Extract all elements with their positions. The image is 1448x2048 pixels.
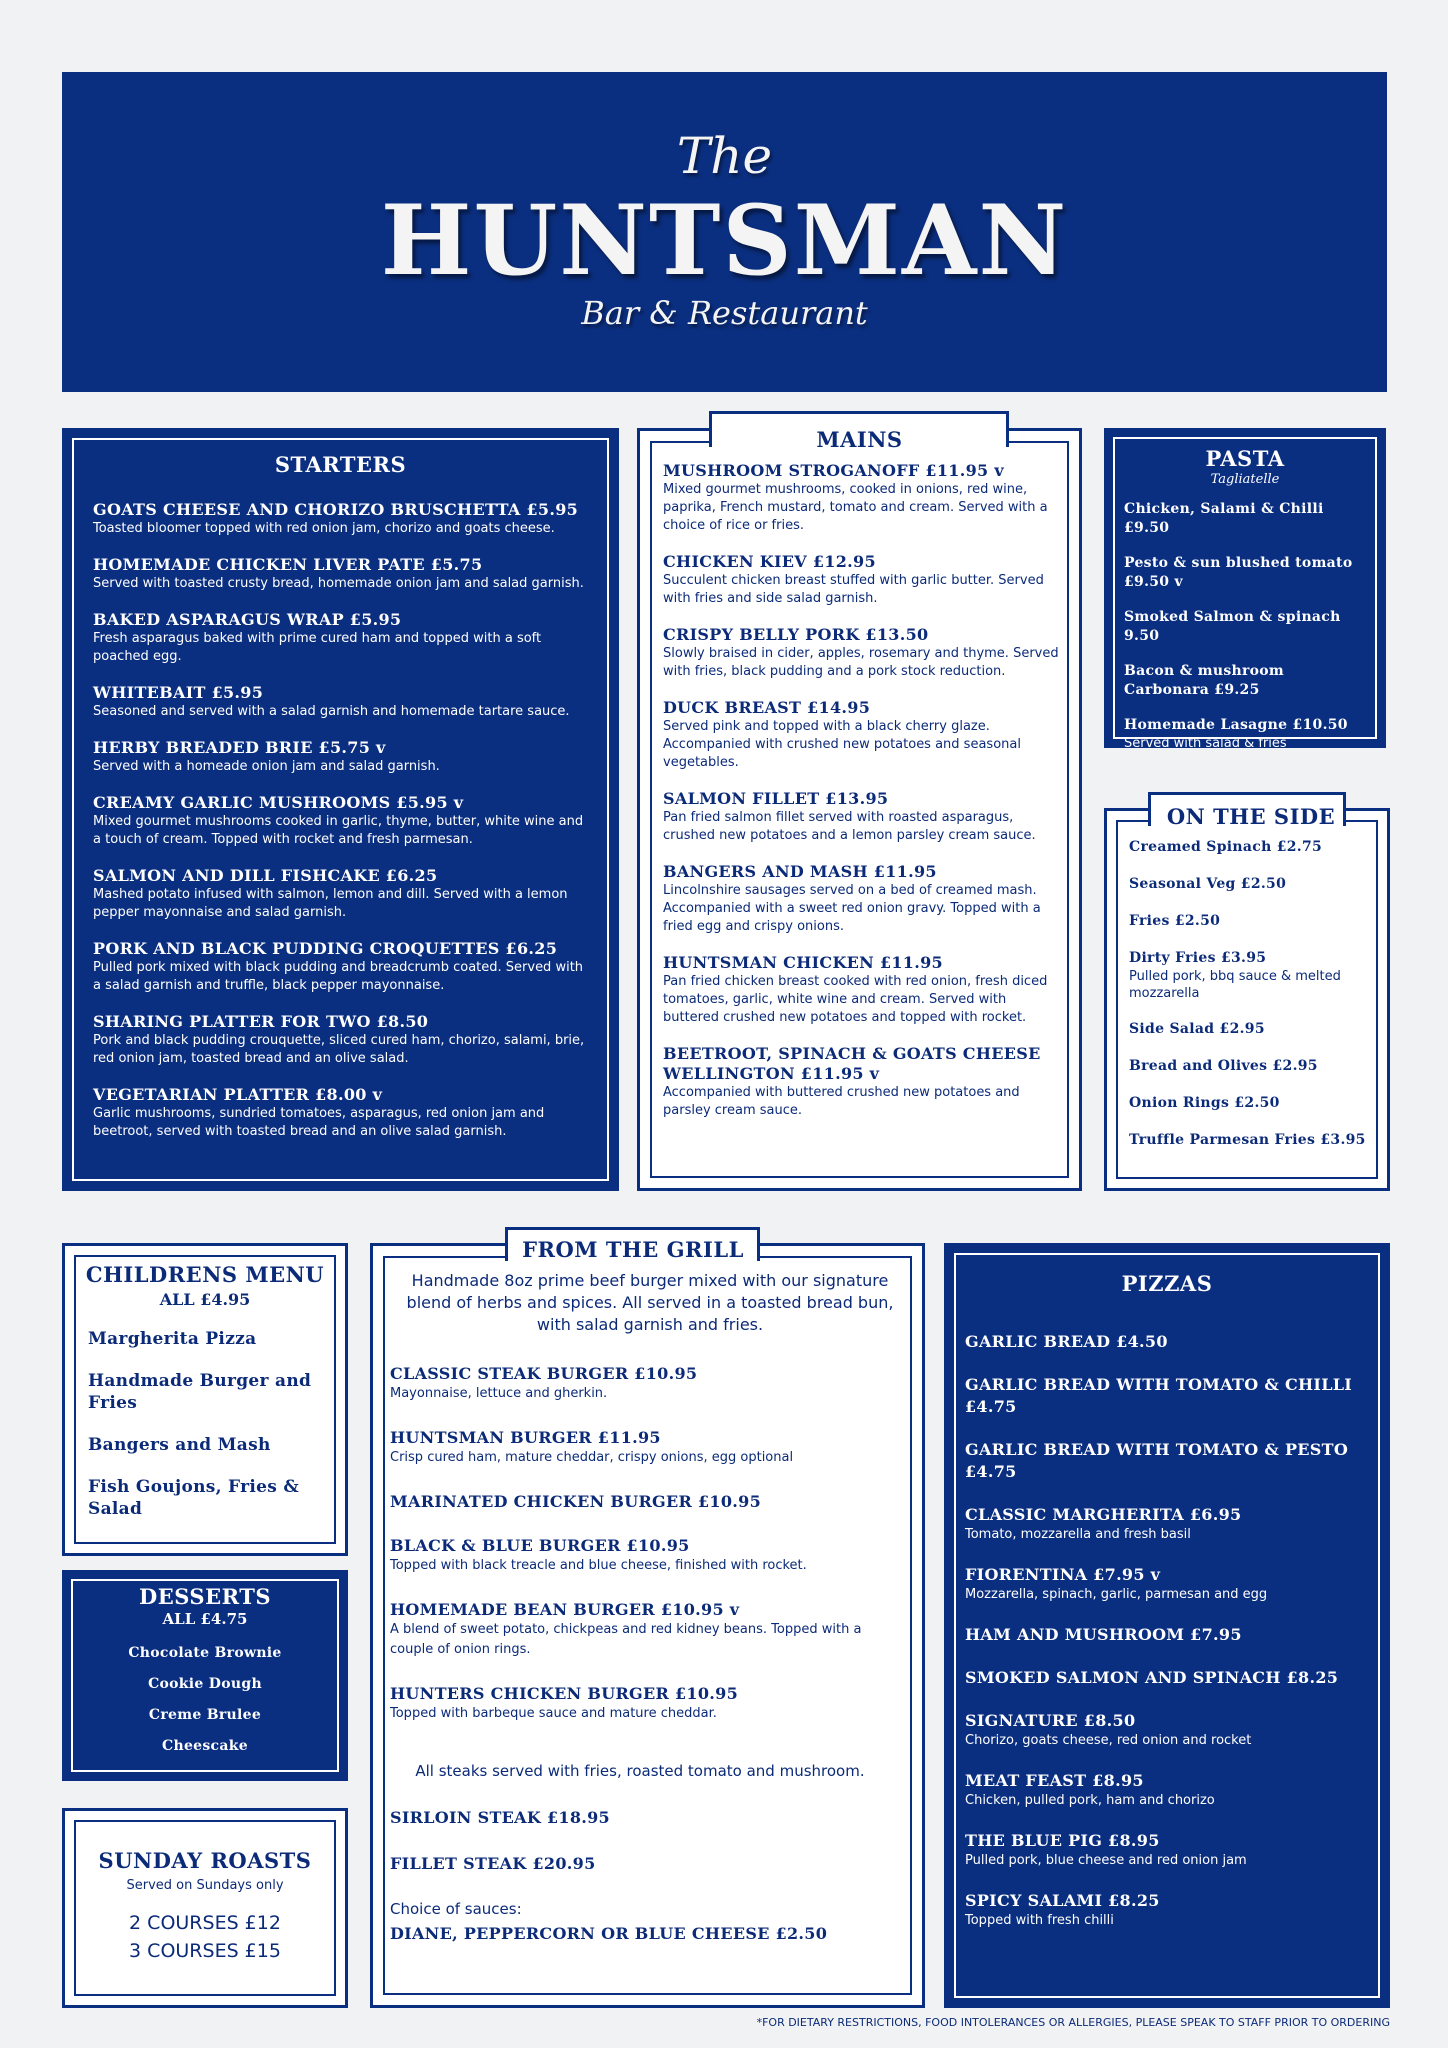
- roasts-title: SUNDAY ROASTS: [98, 1848, 312, 1873]
- pasta-title: PASTA: [1205, 446, 1285, 471]
- pizza-item-name: GARLIC BREAD £4.50: [965, 1332, 1168, 1351]
- pizza-item-name: MEAT FEAST £8.95: [965, 1771, 1144, 1790]
- childrens-item-name: Fish Goujons, Fries & Salad: [88, 1477, 299, 1519]
- childrens-item: [88, 1370, 318, 1414]
- starter-item: [93, 939, 593, 995]
- desserts-list: [62, 1644, 348, 1768]
- starter-item: [93, 793, 593, 849]
- starter-item-name: WHITEBAIT £5.95: [93, 683, 264, 702]
- pizza-item-name: FIORENTINA £7.95 v: [965, 1565, 1161, 1584]
- main-item-description: Served pink and topped with a black cherry glaze. Accompanied with crushed new potatoes and seasonal vegetables.: [663, 719, 1021, 770]
- childrens-item: [88, 1328, 318, 1350]
- main-item-name: DUCK BREAST £14.95: [663, 698, 871, 717]
- grill-item: [390, 1684, 890, 1724]
- childrens-title: CHILDRENS MENU: [85, 1262, 325, 1287]
- pasta-item-description: Served with salad & fries: [1124, 736, 1287, 751]
- starter-item-name: SALMON AND DILL FISHCAKE £6.25: [93, 866, 438, 885]
- pasta-list: [1124, 500, 1374, 769]
- menu-header: [62, 72, 1387, 392]
- pizza-item-name: SMOKED SALMON AND SPINACH £8.25: [965, 1668, 1339, 1687]
- grill-item-name: MARINATED CHICKEN BURGER £10.95: [390, 1492, 762, 1511]
- dessert-item: [62, 1737, 348, 1755]
- starter-item-name: VEGETARIAN PLATTER £8.00 v: [93, 1085, 383, 1104]
- dessert-item: [62, 1675, 348, 1693]
- pasta-subtitle: Tagliatelle: [1210, 472, 1280, 487]
- dessert-item: [62, 1706, 348, 1724]
- steak-item: SIRLOIN STEAK £18.95: [390, 1808, 610, 1827]
- pizza-item: [965, 1890, 1365, 1929]
- pizza-item: [965, 1770, 1365, 1809]
- starter-item-name: GOATS CHEESE AND CHORIZO BRUSCHETTA £5.95: [93, 500, 579, 519]
- pizzas-title: PIZZAS: [1121, 1271, 1213, 1296]
- mains-title: MAINS: [816, 427, 903, 452]
- grill-item: [390, 1364, 890, 1404]
- pizza-item-description: Chorizo, goats cheese, red onion and rocket: [965, 1733, 1252, 1748]
- grill-item-name: HOMEMADE BEAN BURGER £10.95 v: [390, 1600, 740, 1619]
- pasta-item-name: Pesto & sun blushed tomato £9.50 v: [1124, 555, 1353, 590]
- starter-item-description: Toasted bloomer topped with red onion jam, chorizo and goats cheese.: [93, 521, 555, 536]
- main-item-name: CHICKEN KIEV £12.95: [663, 552, 876, 571]
- main-item: [663, 862, 1063, 936]
- grill-item: [390, 1600, 890, 1660]
- pizza-item-name: CLASSIC MARGHERITA £6.95: [965, 1505, 1242, 1524]
- grill-item-name: HUNTSMAN BURGER £11.95: [390, 1428, 661, 1447]
- desserts-title: DESSERTS: [139, 1584, 271, 1609]
- pizza-item: [965, 1624, 1365, 1646]
- childrens-panel: [62, 1243, 348, 1556]
- side-item: [1129, 949, 1379, 1002]
- dietary-footnote: *FOR DIETARY RESTRICTIONS, FOOD INTOLERANCES OR ALLERGIES, PLEASE SPEAK TO STAFF PRIOR TO ORDERING: [756, 2016, 1390, 2029]
- main-item: [663, 552, 1063, 608]
- pizza-item: [965, 1710, 1365, 1749]
- main-item-name: BANGERS AND MASH £11.95: [663, 862, 937, 881]
- starter-item-description: Seasoned and served with a salad garnish and homemade tartare sauce.: [93, 704, 570, 719]
- side-item-name: Side Salad £2.95: [1129, 1021, 1265, 1037]
- main-item-name: CRISPY BELLY PORK £13.50: [663, 625, 929, 644]
- side-item-name: Truffle Parmesan Fries £3.95: [1129, 1132, 1366, 1148]
- starters-title: STARTERS: [274, 452, 407, 477]
- childrens-item-name: Bangers and Mash: [88, 1435, 271, 1455]
- main-item: [663, 789, 1063, 845]
- roasts-three-courses: 3 COURSES £15: [129, 1940, 281, 1962]
- starter-item-description: Pulled pork mixed with black pudding and breadcrumb coated. Served with a salad garnish and truffle, black pepper mayonnaise.: [93, 960, 584, 993]
- roasts-prices: [65, 1909, 345, 1965]
- starter-item-description: Served with toasted crusty bread, homemade onion jam and salad garnish.: [93, 576, 584, 591]
- starter-item-description: Mixed gourmet mushrooms cooked in garlic, thyme, butter, white wine and a touch of cream. Topped with rocket and fresh parmesan.: [93, 814, 584, 847]
- main-item-description: Succulent chicken breast stuffed with garlic butter. Served with fries and side salad garnish.: [663, 573, 1044, 606]
- pizza-item-description: Tomato, mozzarella and fresh basil: [965, 1527, 1191, 1542]
- starter-item: [93, 610, 593, 666]
- starter-item-description: Mashed potato infused with salmon, lemon and dill. Served with a lemon pepper mayonnaise and salad garnish.: [93, 887, 568, 920]
- main-item-description: Pan fried salmon fillet served with roasted asparagus, crushed new potatoes and a lemon parsley cream sauce.: [663, 810, 1036, 843]
- desserts-panel: [62, 1570, 348, 1781]
- grill-item-description: Mayonnaise, lettuce and gherkin.: [390, 1386, 608, 1401]
- grill-item: [390, 1428, 890, 1468]
- pizza-item: [965, 1564, 1365, 1603]
- grill-item-name: BLACK & BLUE BURGER £10.95: [390, 1536, 690, 1555]
- pasta-item: [1124, 500, 1374, 538]
- roasts-two-courses: 2 COURSES £12: [129, 1912, 281, 1934]
- starter-item-name: CREAMY GARLIC MUSHROOMS £5.95 v: [93, 793, 464, 812]
- main-item-description: Accompanied with buttered crushed new potatoes and parsley cream sauce.: [663, 1085, 1020, 1118]
- grill-title: FROM THE GRILL: [522, 1237, 744, 1262]
- main-item: [663, 1044, 1063, 1120]
- side-item: [1129, 1057, 1379, 1076]
- starter-item-name: HOMEMADE CHICKEN LIVER PATE £5.75: [93, 555, 483, 574]
- mains-list: [663, 461, 1063, 1137]
- pizza-item-name: GARLIC BREAD WITH TOMATO & CHILLI £4.75: [965, 1375, 1353, 1416]
- side-item-name: Fries £2.50: [1129, 913, 1221, 929]
- restaurant-name: HUNTSMAN: [380, 184, 1069, 297]
- pizza-item-name: SPICY SALAMI £8.25: [965, 1891, 1160, 1910]
- pasta-panel: [1104, 428, 1386, 751]
- childrens-item-name: Handmade Burger and Fries: [88, 1371, 312, 1413]
- starter-item-name: HERBY BREADED BRIE £5.75 v: [93, 738, 386, 757]
- starter-item: [93, 1085, 593, 1141]
- main-item: [663, 698, 1063, 772]
- dessert-item-name: Creme Brulee: [148, 1707, 262, 1723]
- childrens-list: [88, 1328, 318, 1540]
- grill-steaks-note: All steaks served with fries, roasted tomato and mushroom.: [415, 1762, 865, 1780]
- sides-title: ON THE SIDE: [1166, 804, 1336, 829]
- starter-item: [93, 555, 593, 593]
- side-item-name: Dirty Fries £3.95: [1129, 950, 1267, 966]
- starter-item-description: Garlic mushrooms, sundried tomatoes, asparagus, red onion jam and beetroot, served with toasted bread and an olive salad garnish.: [93, 1106, 545, 1139]
- childrens-item: [88, 1476, 318, 1520]
- pizza-item: [965, 1667, 1365, 1689]
- starter-item-name: SHARING PLATTER FOR TWO £8.50: [93, 1012, 429, 1031]
- roasts-subtitle: Served on Sundays only: [126, 1878, 284, 1893]
- pizza-item-description: Chicken, pulled pork, ham and chorizo: [965, 1793, 1215, 1808]
- starter-item: [93, 683, 593, 721]
- pizza-item-description: Mozzarella, spinach, garlic, parmesan and egg: [965, 1587, 1268, 1602]
- main-item-name: HUNTSMAN CHICKEN £11.95: [663, 953, 943, 972]
- sides-list: [1129, 838, 1379, 1168]
- pizza-item-name: GARLIC BREAD WITH TOMATO & PESTO £4.75: [965, 1440, 1349, 1481]
- grill-item-description: A blend of sweet potato, chickpeas and red kidney beans. Topped with a couple of onion rings.: [390, 1622, 862, 1657]
- side-item-name: Bread and Olives £2.95: [1129, 1058, 1318, 1074]
- dessert-item: [62, 1644, 348, 1662]
- starter-item: [93, 866, 593, 922]
- side-item-name: Creamed Spinach £2.75: [1129, 839, 1323, 855]
- dessert-item-name: Chocolate Brownie: [128, 1645, 282, 1661]
- starter-item-description: Pork and black pudding crouquette, sliced cured ham, chorizo, salami, brie, red onion jam, toasted bread and an olive salad.: [93, 1033, 585, 1066]
- steak-item: FILLET STEAK £20.95: [390, 1854, 596, 1873]
- pizza-item: [965, 1830, 1365, 1869]
- header-the: The: [676, 127, 773, 185]
- side-item-description: Pulled pork, bbq sauce & melted mozzarella: [1129, 969, 1341, 1001]
- main-item-name: MUSHROOM STROGANOFF £11.95 v: [663, 461, 1004, 480]
- grill-item-description: Topped with barbeque sauce and mature cheddar.: [390, 1706, 717, 1721]
- pasta-item: [1124, 554, 1374, 592]
- main-item-description: Pan fried chicken breast cooked with red onion, fresh diced tomatoes, garlic, white wine and cream. Served with buttered crushed new potatoes and topped with rocket.: [663, 974, 1048, 1025]
- pasta-item: [1124, 662, 1374, 700]
- main-item-description: Slowly braised in cider, apples, rosemary and thyme. Served with fries, black pudding and a pork stock reduction.: [663, 646, 1059, 679]
- grill-intro: Handmade 8oz prime beef burger mixed with our signature blend of herbs and spices. All served in a toasted bread bun, with salad garnish and fries.: [406, 1271, 894, 1334]
- side-item: [1129, 1131, 1379, 1150]
- childrens-item: [88, 1434, 318, 1456]
- dessert-item-name: Cookie Dough: [148, 1676, 262, 1692]
- starters-panel: [62, 428, 619, 1191]
- pizza-item-name: SIGNATURE £8.50: [965, 1711, 1136, 1730]
- side-item: [1129, 875, 1379, 894]
- main-item: [663, 953, 1063, 1027]
- side-item: [1129, 912, 1379, 931]
- grill-item-description: Topped with black treacle and blue cheese, finished with rocket.: [390, 1558, 807, 1573]
- pizza-item: [965, 1331, 1365, 1353]
- starter-item-description: Fresh asparagus baked with prime cured ham and topped with a soft poached egg.: [93, 631, 542, 664]
- pizzas-list: [965, 1331, 1365, 1950]
- main-item-name: BEETROOT, SPINACH & GOATS CHEESE WELLINGTON £11.95 v: [663, 1044, 1041, 1083]
- side-item: [1129, 1094, 1379, 1113]
- pasta-item-name: Smoked Salmon & spinach 9.50: [1124, 609, 1341, 644]
- pizza-item-description: Topped with fresh chilli: [965, 1913, 1114, 1928]
- grill-item: [390, 1492, 890, 1512]
- roasts-panel: [62, 1808, 348, 2008]
- starter-item: [93, 500, 593, 538]
- restaurant-subtitle: Bar & Restaurant: [581, 294, 868, 332]
- pizza-item-description: Pulled pork, blue cheese and red onion jam: [965, 1853, 1247, 1868]
- dessert-item-name: Cheescake: [162, 1738, 248, 1754]
- starter-item: [93, 738, 593, 776]
- pasta-item-name: Bacon & mushroom Carbonara £9.25: [1124, 663, 1285, 698]
- grill-item-description: Crisp cured ham, mature cheddar, crispy onions, egg optional: [390, 1450, 794, 1465]
- side-item: [1129, 838, 1379, 857]
- pizza-item-name: HAM AND MUSHROOM £7.95: [965, 1625, 1242, 1644]
- childrens-price: ALL £4.95: [159, 1290, 251, 1309]
- starter-item-name: BAKED ASPARAGUS WRAP £5.95: [93, 610, 402, 629]
- childrens-item-name: Margherita Pizza: [88, 1329, 257, 1349]
- grill-item-name: HUNTERS CHICKEN BURGER £10.95: [390, 1684, 739, 1703]
- starters-list: [93, 500, 593, 1158]
- pasta-item-name: Homemade Lasagne £10.50: [1124, 717, 1348, 733]
- desserts-price: ALL £4.75: [162, 1610, 248, 1628]
- main-item-name: SALMON FILLET £13.95: [663, 789, 889, 808]
- pasta-item: [1124, 608, 1374, 646]
- side-item: [1129, 1020, 1379, 1039]
- sauces-label: Choice of sauces:: [390, 1900, 522, 1918]
- pasta-item-name: Chicken, Salami & Chilli £9.50: [1124, 501, 1324, 536]
- main-item-description: Mixed gourmet mushrooms, cooked in onions, red wine, paprika, French mustard, tomato and cream. Served with a choice of rice or fries.: [663, 482, 1048, 533]
- pizzas-panel: [944, 1243, 1390, 2008]
- pizza-item-name: THE BLUE PIG £8.95: [965, 1831, 1160, 1850]
- grill-list: [390, 1364, 890, 1748]
- pizza-item: [965, 1504, 1365, 1543]
- pasta-item: [1124, 716, 1374, 753]
- starter-item-description: Served with a homeade onion jam and salad garnish.: [93, 759, 440, 774]
- starter-item-name: PORK AND BLACK PUDDING CROQUETTES £6.25: [93, 939, 558, 958]
- main-item-description: Lincolnshire sausages served on a bed of creamed mash. Accompanied with a sweet red onion gravy. Topped with a fried egg and crispy onions.: [663, 883, 1041, 934]
- side-item-name: Onion Rings £2.50: [1129, 1095, 1280, 1111]
- pizza-item: [965, 1439, 1365, 1483]
- side-item-name: Seasonal Veg £2.50: [1129, 876, 1287, 892]
- pizza-item: [965, 1374, 1365, 1418]
- grill-item-name: CLASSIC STEAK BURGER £10.95: [390, 1364, 698, 1383]
- grill-item: [390, 1536, 890, 1576]
- starter-item: [93, 1012, 593, 1068]
- main-item: [663, 461, 1063, 535]
- sauces-options: DIANE, PEPPERCORN OR BLUE CHEESE £2.50: [390, 1924, 828, 1943]
- main-item: [663, 625, 1063, 681]
